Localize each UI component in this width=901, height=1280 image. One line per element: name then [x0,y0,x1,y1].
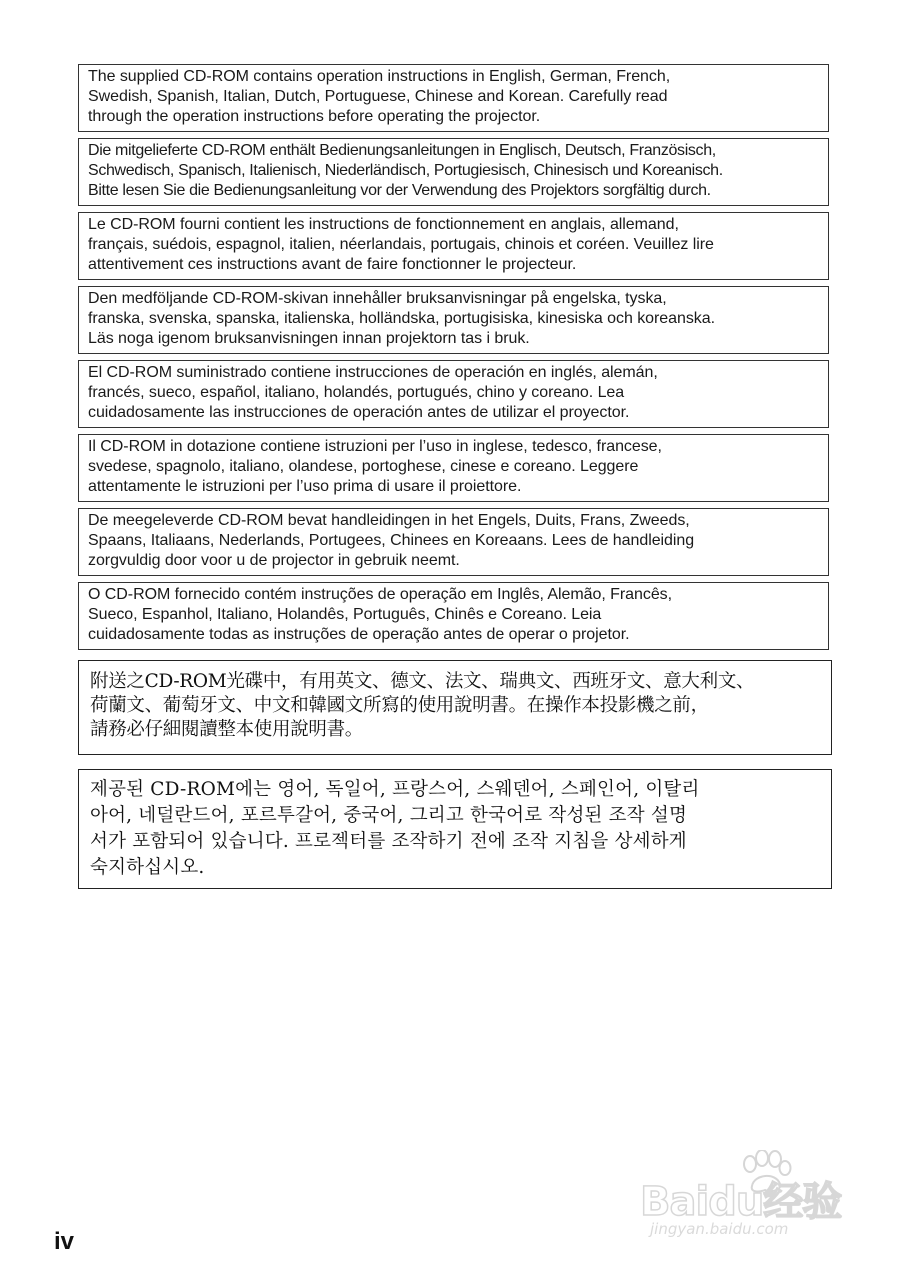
watermark-url: jingyan.baidu.com [650,1220,789,1238]
notice-line: Le CD-ROM fourni contient les instructions de fonctionnement en anglais, allemand, [88,216,679,233]
notice-spanish [78,360,829,428]
notice-line: francés, sueco, español, italiano, holandés, portugués, chino y coreano. Lea [88,384,625,402]
notice-line: attentivement ces instructions avant de faire fonctionner le projecteur. [88,256,577,274]
notice-line: Den medföljande CD-ROM-skivan innehåller bruksanvisningar på engelska, tyska, [88,290,667,307]
notice-line: 請務必仔細閱讀整本使用說明書。 [90,719,364,740]
notice-swedish [78,286,829,354]
notice-line: Läs noga igenom bruksanvisningen innan projektorn tas i bruk. [88,330,530,348]
notice-korean [78,769,832,889]
notice-portuguese [78,582,829,650]
notice-line: Schwedisch, Spanisch, Italienisch, Niederländisch, Portugiesisch, Chinesisch und Koreanisch. [88,162,723,180]
notice-line: français, suédois, espagnol, italien, néerlandais, portugais, chinois et coréen. Veuillez lire [88,236,714,254]
notice-line: cuidadosamente todas as instruções de operação antes de operar o projetor. [88,626,630,644]
notice-line: through the operation instructions before operating the projector. [88,108,541,126]
notice-chinese [78,660,832,755]
notice-line: 附送之CD-ROM光碟中，有用英文、德文、法文、瑞典文、西班牙文、意大利文、 [90,671,755,692]
notice-french [78,212,829,280]
notice-line: 서가 포함되어 있습니다. 프로젝터를 조작하기 전에 조작 지침을 상세하게 [90,831,687,852]
notice-line: 荷蘭文、葡萄牙文、中文和韓國文所寫的使用說明書。在操作本投影機之前， [90,695,709,716]
notice-line: Sueco, Espanhol, Italiano, Holandês, Português, Chinês e Coreano. Leia [88,606,602,624]
notice-line: De meegeleverde CD-ROM bevat handleidingen in het Engels, Duits, Frans, Zweeds, [88,512,690,529]
notice-line: Spaans, Italiaans, Nederlands, Portugees, Chinees en Koreaans. Lees de handleiding [88,532,695,550]
page-number: iv [54,1228,75,1255]
notice-line: 숙지하십시오. [90,857,205,878]
notice-line: Swedish, Spanish, Italian, Dutch, Portuguese, Chinese and Korean. Carefully read [88,88,668,106]
notice-line: Bitte lesen Sie die Bedienungsanleitung vor der Verwendung des Projektors sorgfältig durch. [88,182,711,200]
notice-line: El CD-ROM suministrado contiene instrucciones de operación en inglés, alemán, [88,364,658,381]
notice-italian [78,434,829,502]
notice-dutch [78,508,829,576]
notice-line: Die mitgelieferte CD-ROM enthält Bedienungsanleitungen in Englisch, Deutsch, Französisch, [88,142,716,159]
notice-line: Il CD-ROM in dotazione contiene istruzioni per l’uso in inglese, tedesco, francese, [88,438,662,455]
notice-line: zorgvuldig door voor u de projector in gebruik neemt. [88,552,460,570]
notice-line: 아어, 네덜란드어, 포르투갈어, 중국어, 그리고 한국어로 작성된 조작 설명 [90,805,688,826]
notice-line: svedese, spagnolo, italiano, olandese, portoghese, cinese e coreano. Leggere [88,458,639,476]
notice-line: 제공된 CD-ROM에는 영어, 독일어, 프랑스어, 스웨덴어, 스페인어, 이탈리 [90,779,700,800]
watermark-brand: Baidu经验 [640,1179,842,1225]
notice-line: The supplied CD-ROM contains operation instructions in English, German, French, [88,68,671,85]
notice-line: franska, svenska, spanska, italienska, holländska, portugisiska, kinesiska och koreanska. [88,310,715,328]
notice-line: O CD-ROM fornecido contém instruções de operação em Inglês, Alemão, Francês, [88,586,673,603]
notice-line: cuidadosamente las instrucciones de operación antes de utilizar el proyector. [88,404,630,422]
notice-english [78,64,829,132]
notice-line: attentamente le istruzioni per l’uso prima di usare il proiettore. [88,478,522,496]
notice-german [78,138,829,206]
baidu-watermark [640,1150,850,1245]
